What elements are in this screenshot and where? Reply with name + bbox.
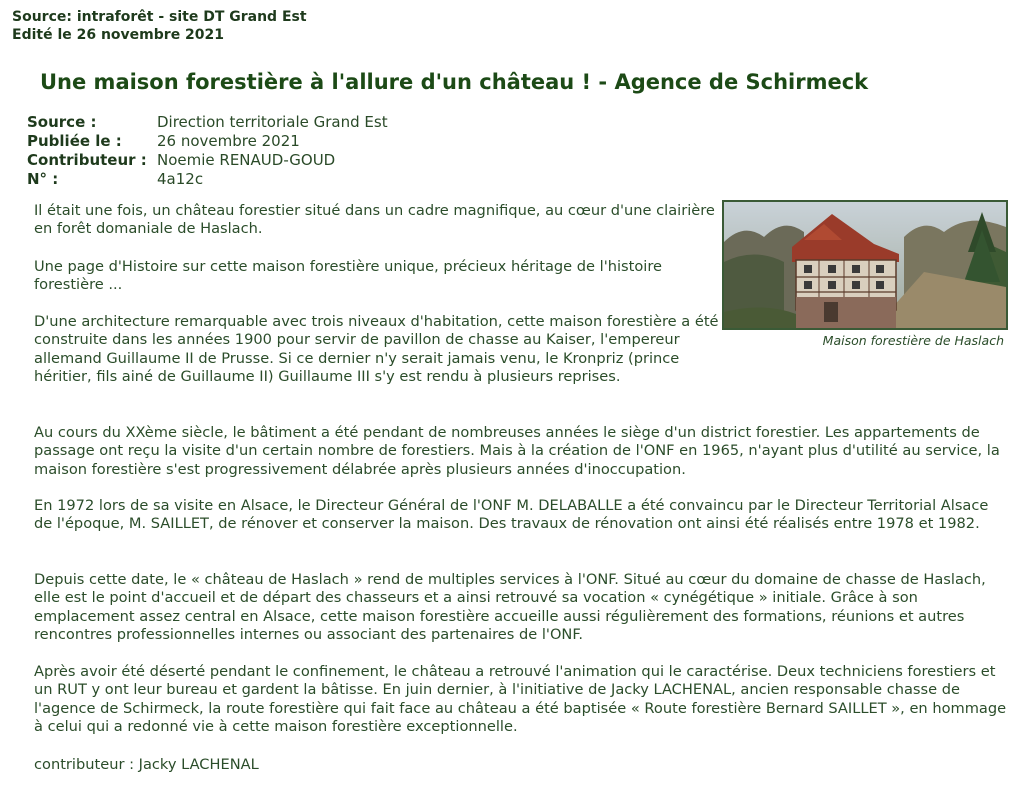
source-line: Source: intraforêt - site DT Grand Est	[12, 9, 307, 25]
article-paragraph: Une page d'Histoire sur cette maison forestière unique, précieux héritage de l'histoire forestière ...	[34, 258, 662, 294]
article-paragraph: En 1972 lors de sa visite en Alsace, le Directeur Général de l'ONF M. DELABALLE a été convaincu par le Directeur Territorial Alsace de l'époque, M. SAILLET, de rénover et conserver la maison. Des travaux de rénovation ont ainsi été réalisés entre 1978 et 1982.	[34, 497, 989, 533]
meta-value: 26 novembre 2021	[157, 132, 300, 150]
page-title: Une maison forestière à l'allure d'un château ! - Agence de Schirmeck	[40, 70, 869, 94]
article-paragraph: Au cours du XXème siècle, le bâtiment a été pendant de nombreuses années le siège d'un district forestier. Les appartements de passage ont reçu la visite d'un certain nombre de forestiers. Mais à la création de l'ONF en 1965, n'ayant plus d'utilité au service, la maison forestière s'est progressivement délabrée après plusieurs années d'inoccupation.	[34, 424, 1000, 478]
meta-value: 4a12c	[157, 170, 204, 188]
article-figure	[722, 200, 1008, 348]
meta-row-number	[27, 170, 388, 189]
article-paragraph: Il était une fois, un château forestier situé dans un cadre magnifique, au cœur d'une clairière en forêt domaniale de Haslach.	[34, 202, 715, 238]
meta-value: Noemie RENAUD-GOUD	[157, 151, 336, 169]
figure-caption: Maison forestière de Haslach	[822, 333, 1004, 348]
chateau-photo	[722, 200, 1008, 330]
meta-value: Direction territoriale Grand Est	[157, 113, 388, 131]
meta-label: Contributeur :	[27, 151, 147, 169]
meta-row-published	[27, 132, 388, 151]
contributor-line: contributeur : Jacky LACHENAL	[34, 756, 259, 773]
edited-date-line: Edité le 26 novembre 2021	[12, 27, 225, 43]
article-paragraph: Après avoir été déserté pendant le confinement, le château a retrouvé l'animation qui le caractérise. Deux techniciens forestiers et un RUT y ont leur bureau et gardent la bâtisse. En juin dernier, à l'initiative de Jacky LACHENAL, ancien responsable chasse de l'agence de Schirmeck, la route forestière qui fait face au château a été baptisée « Route forestière Bernard SAILLET », en hommage à celui qui a redonné vie à cette maison forestière exceptionnelle.	[34, 663, 1007, 735]
meta-row-source	[27, 113, 388, 132]
meta-label: Source :	[27, 113, 97, 131]
meta-label: Publiée le :	[27, 132, 122, 150]
article-paragraph: Depuis cette date, le « château de Haslach » rend de multiples services à l'ONF. Situé au cœur du domaine de chasse de Haslach, elle est le point d'accueil et de départ des chasseurs et a ainsi retrouvé sa vocation « cynégétique » initiale. Grâce à son emplacement assez central en Alsace, cette maison forestière accueille aussi régulièrement des formations, réunions et autres rencontres professionnelles internes ou associant des partenaires de l'ONF.	[34, 571, 986, 643]
meta-label: N° :	[27, 170, 59, 188]
meta-table	[27, 113, 388, 189]
article-paragraph: D'une architecture remarquable avec trois niveaux d'habitation, cette maison forestière a été construite dans les années 1900 pour servir de pavillon de chasse au Kaiser, l'empereur allemand Guillaume II de Prusse. Si ce dernier n'y serait jamais venu, le Kronpriz (prince héritier, fils ainé de Guillaume II) Guillaume III s'y est rendu à plusieurs reprises.	[34, 313, 719, 385]
meta-row-contributor	[27, 151, 388, 170]
